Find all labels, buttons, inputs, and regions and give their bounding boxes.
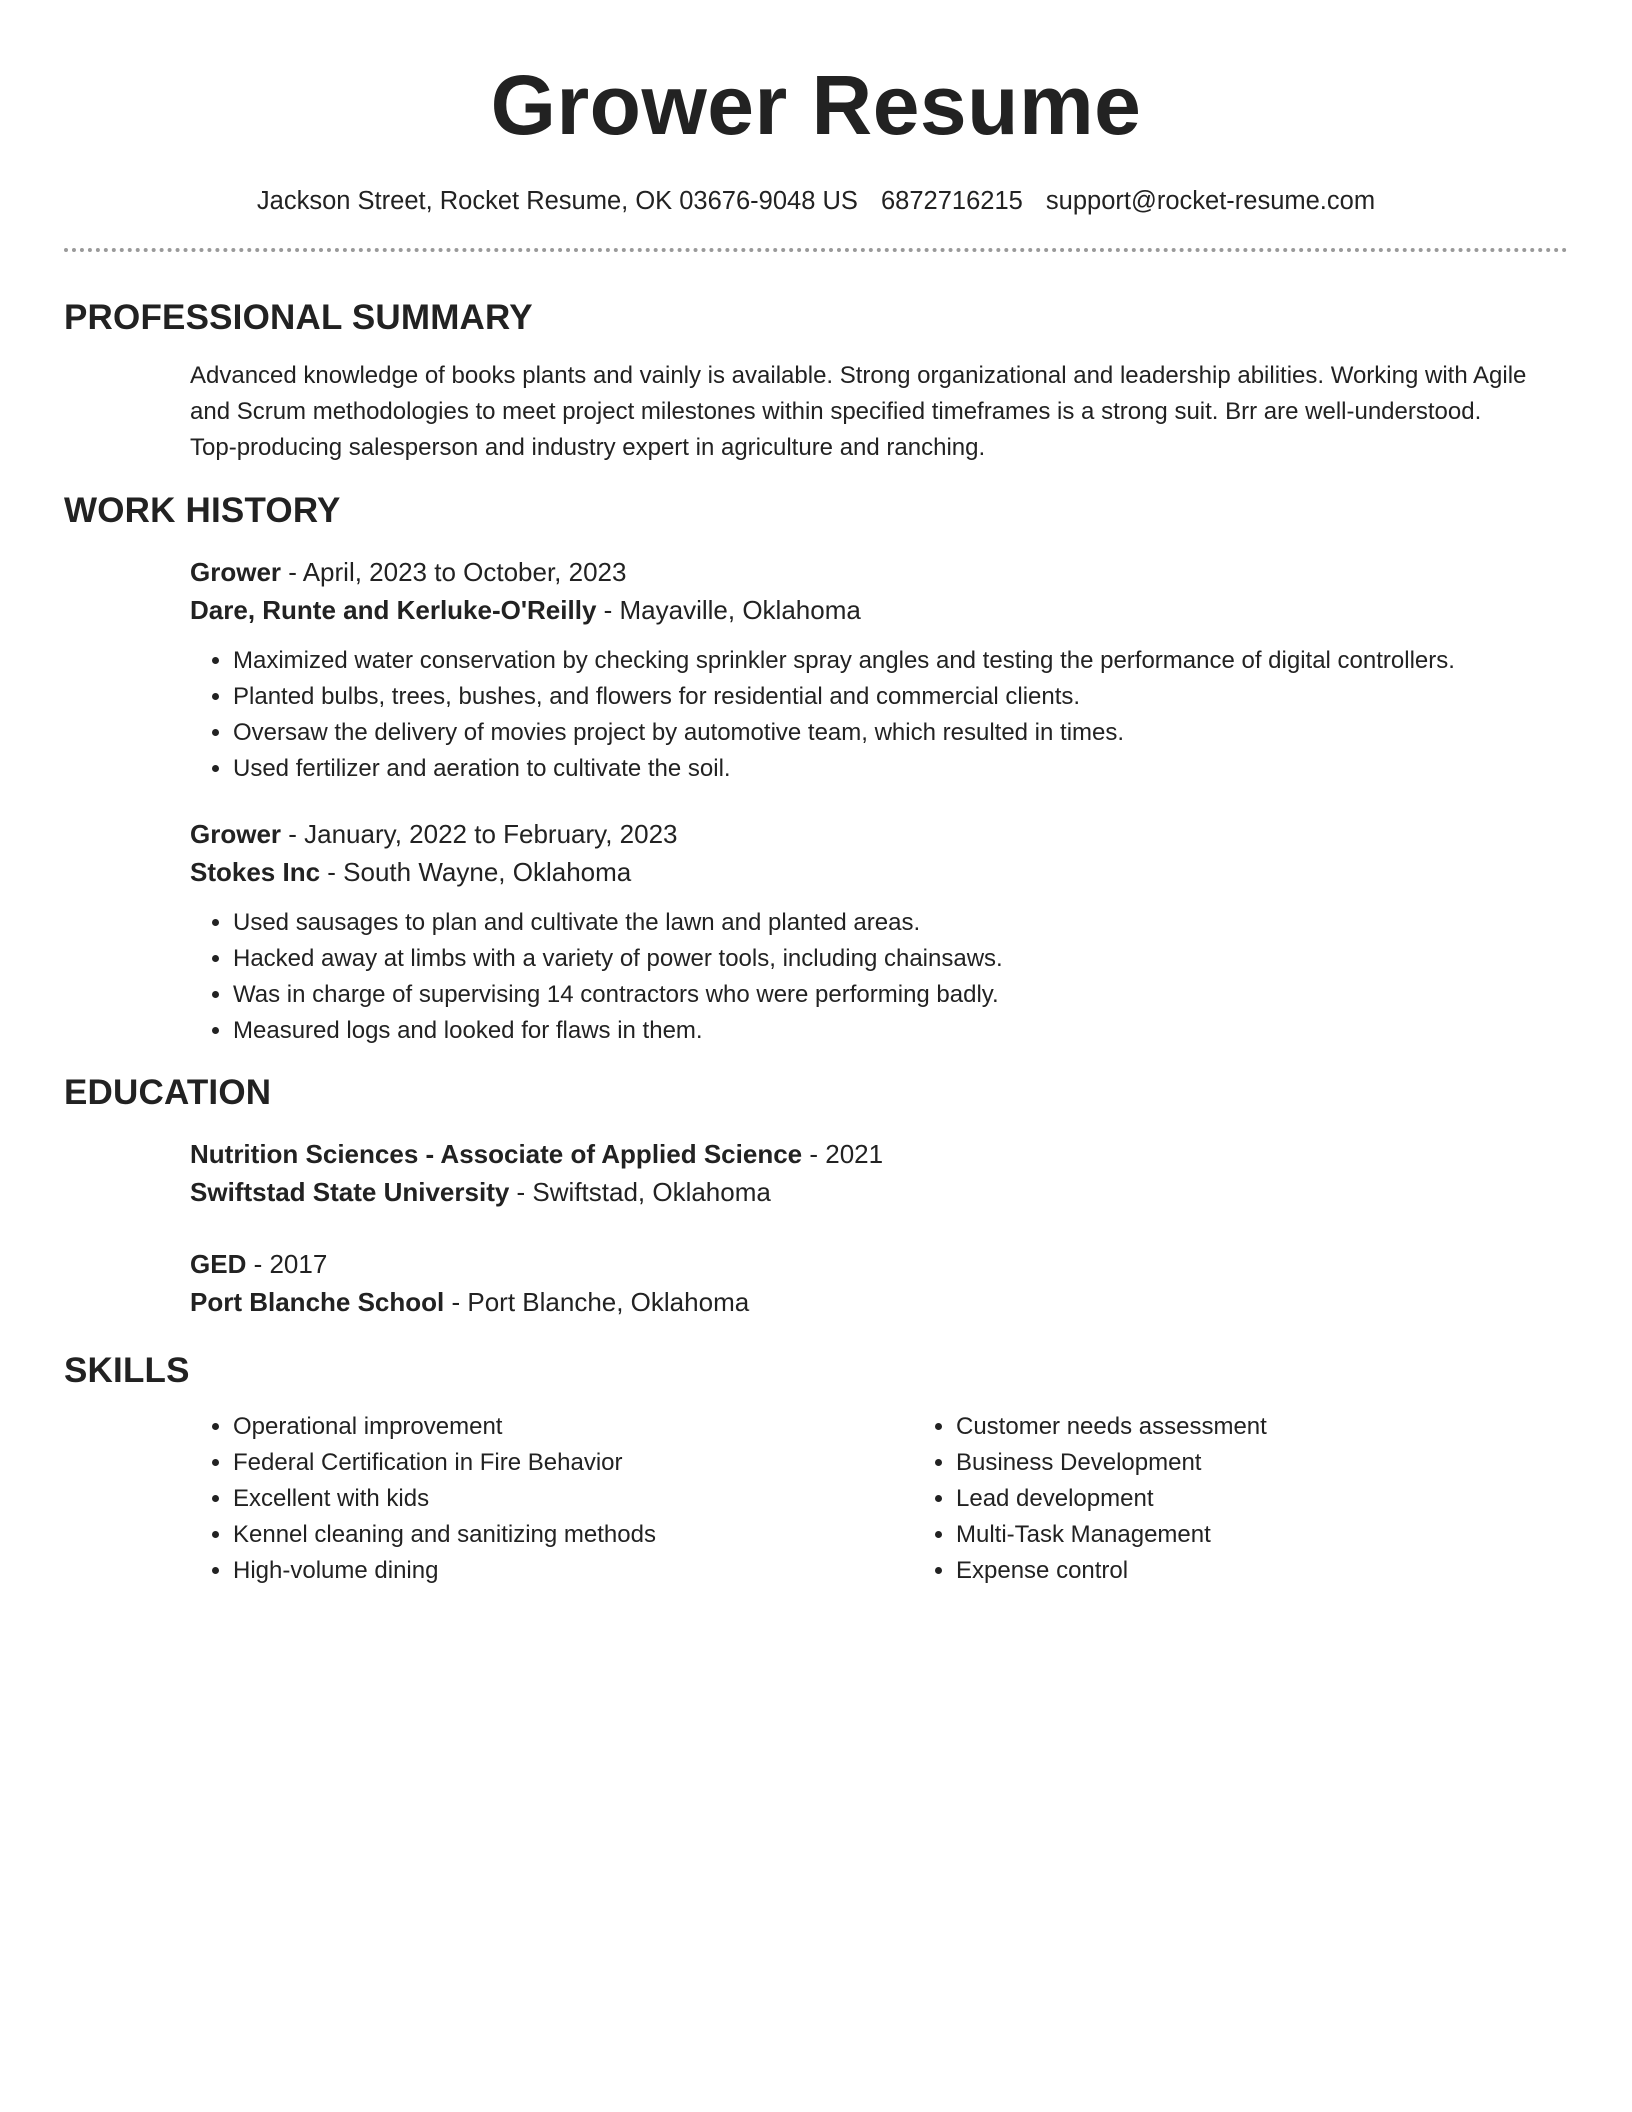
skills-grid [190,1409,1528,1589]
job-duties-list [190,643,1528,787]
education-heading: EDUCATION [64,1073,272,1112]
job-duty: • Used sausages to plan and cultivate the lawn and planted areas. [233,905,1528,941]
skill-item: • Business Development [956,1445,1632,1481]
skill-item: • Multi-Task Management [956,1517,1632,1553]
skills-heading: SKILLS [64,1351,190,1390]
skills-list-left [190,1409,913,1589]
job-company: Dare, Runte and Kerluke-O'Reilly [190,595,597,625]
resume-title: Grower Resume [490,58,1142,152]
job-company-line [190,591,1528,629]
job-company: Stokes Inc [190,857,321,887]
contact-phone: 6872716215 [880,187,1023,215]
contact-line [64,184,1568,218]
job-entry [190,553,1528,787]
work-history-section [64,489,1568,1049]
job-title-line [190,553,1528,591]
school-name: Swiftstad State University [190,1177,510,1207]
degree-name: GED [190,1249,247,1279]
resume-header [64,0,1568,218]
school-name: Port Blanche School [190,1287,445,1317]
job-duty: • Planted bulbs, trees, bushes, and flowers for residential and commercial clients. [233,679,1528,715]
summary-text: Advanced knowledge of books plants and vainly is available. Strong organizational and leadership abilities. Working with Agile and Scrum methodologies to meet project milestones within specified timeframes is a strong suit. Brr are well-understood. Top-producing salesperson and industry expert in agriculture and ranching. [190,362,1527,461]
job-location: - Mayaville, Oklahoma [596,595,861,625]
skill-item: • Excellent with kids [233,1481,913,1517]
job-dates: - April, 2023 to October, 2023 [281,557,627,587]
skill-item: • High-volume dining [233,1553,913,1589]
job-role: Grower [190,819,282,849]
skill-item: • Kennel cleaning and sanitizing methods [233,1517,913,1553]
degree-year: - 2021 [802,1139,884,1169]
summary-section [64,296,1568,466]
job-location: - South Wayne, Oklahoma [320,857,632,887]
job-role: Grower [190,557,282,587]
school-line [190,1173,1528,1211]
job-duties-list [190,905,1528,1049]
skill-item: • Customer needs assessment [956,1409,1632,1445]
degree-line [190,1135,1528,1173]
skill-item: • Lead development [956,1481,1632,1517]
contact-address: Jackson Street, Rocket Resume, OK 03676-9048 US [256,187,858,215]
job-duty: • Was in charge of supervising 14 contractors who were performing badly. [233,977,1528,1013]
job-title-line [190,815,1528,853]
skills-list-right [913,1409,1632,1589]
summary-heading: PROFESSIONAL SUMMARY [64,298,533,337]
degree-year: - 2017 [246,1249,328,1279]
education-entry [190,1245,1528,1321]
degree-line [190,1245,1528,1283]
contact-email: support@rocket-resume.com [1045,187,1376,215]
job-dates: - January, 2022 to February, 2023 [281,819,678,849]
job-duty: • Maximized water conservation by checking sprinkler spray angles and testing the performance of digital controllers. [233,643,1528,679]
job-company-line [190,853,1528,891]
work-history-heading: WORK HISTORY [64,491,341,530]
job-duty: • Measured logs and looked for flaws in them. [233,1013,1528,1049]
education-section [64,1071,1568,1321]
job-duty: • Hacked away at limbs with a variety of power tools, including chainsaws. [233,941,1528,977]
degree-name: Nutrition Sciences - Associate of Applied Science [190,1139,803,1169]
skill-item: • Federal Certification in Fire Behavior [233,1445,913,1481]
job-duty: • Oversaw the delivery of movies project by automotive team, which resulted in times. [233,715,1528,751]
job-duty: • Used fertilizer and aeration to cultivate the soil. [233,751,1528,787]
header-divider [64,248,1568,252]
skills-section [64,1349,1568,1589]
school-location: - Swiftstad, Oklahoma [509,1177,771,1207]
education-entry [190,1135,1528,1211]
school-location: - Port Blanche, Oklahoma [444,1287,750,1317]
job-entry [190,815,1528,1049]
skill-item: • Expense control [956,1553,1632,1589]
skill-item: • Operational improvement [233,1409,913,1445]
school-line [190,1283,1528,1321]
